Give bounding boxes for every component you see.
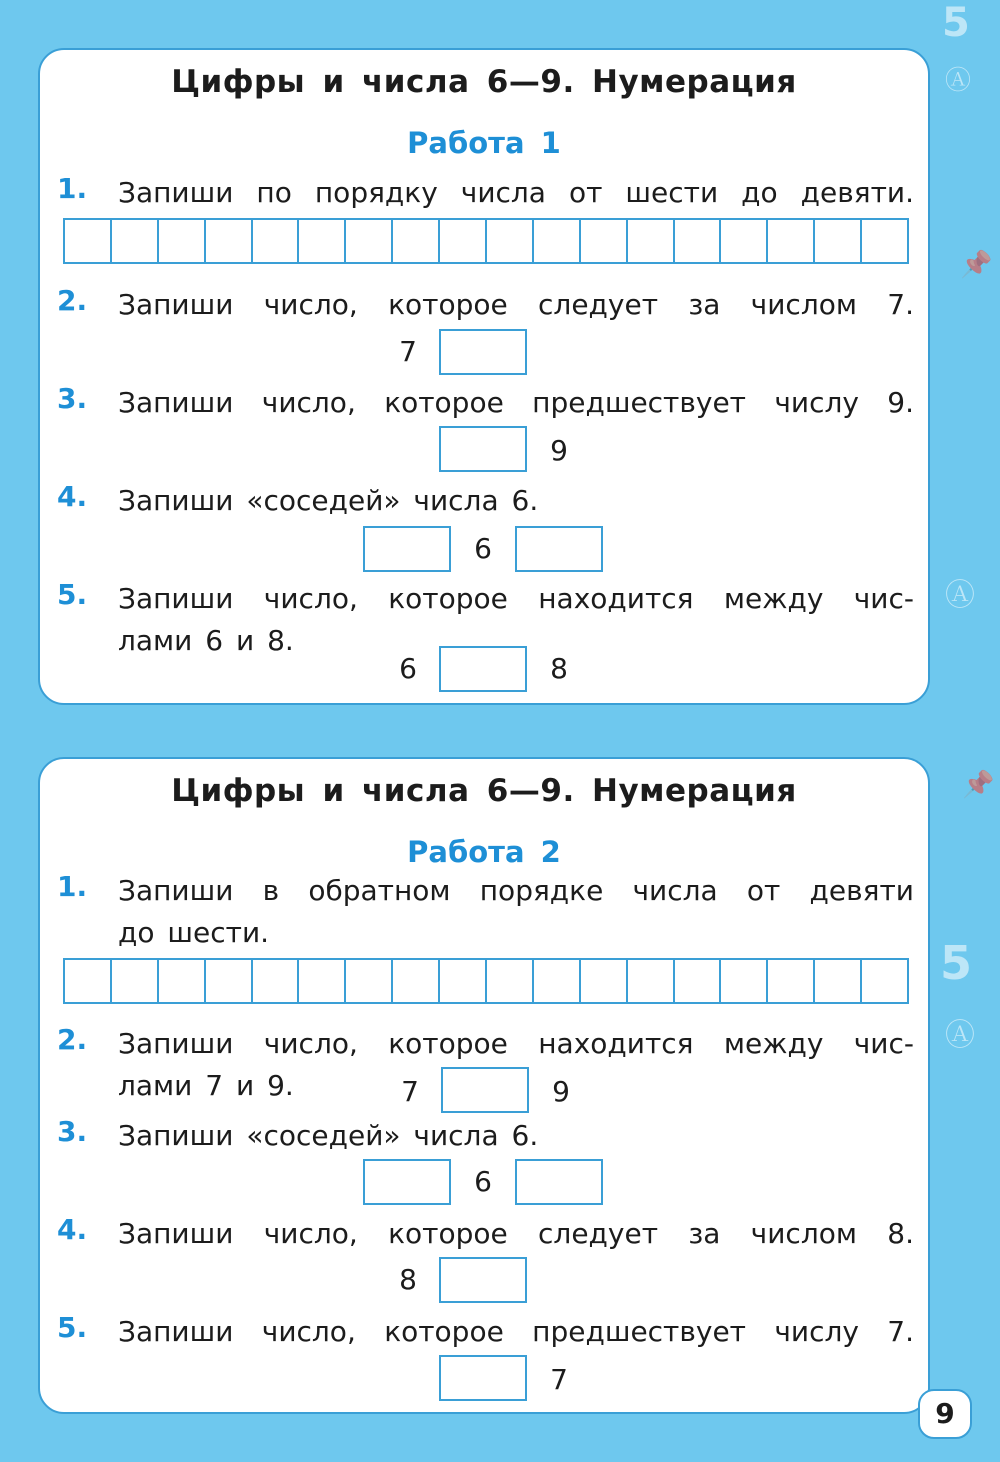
- task-text: Запиши «соседей» числа 6.: [118, 1119, 539, 1152]
- answer-box[interactable]: [439, 646, 527, 692]
- background-doodle-grade: Ⓐ: [945, 66, 972, 96]
- answer-box-right[interactable]: [515, 1159, 603, 1205]
- given-number: 6: [399, 652, 417, 685]
- task-text: Запиши число, которое предшествует числу 7.: [118, 1315, 914, 1348]
- given-number: 6: [474, 532, 492, 565]
- task-number: 2.: [57, 1023, 88, 1056]
- background-doodle-digit: 5: [942, 0, 970, 46]
- answer-grid[interactable]: [63, 218, 909, 264]
- task-number: 1.: [57, 172, 88, 205]
- task-text: Запиши по порядку числа от шести до девяти.: [118, 176, 914, 209]
- work-card-1: [38, 48, 930, 705]
- answer-grid[interactable]: [63, 958, 909, 1004]
- task-number: 5.: [57, 578, 88, 611]
- task-text-line2: лами 6 и 8.: [118, 624, 294, 657]
- card-title: Цифры и числа 6—9. Нумерация: [171, 64, 797, 100]
- answer-box[interactable]: [441, 1067, 529, 1113]
- page-number: 9: [918, 1389, 972, 1439]
- answer-box[interactable]: [439, 1257, 527, 1303]
- work-card-2: [38, 757, 930, 1414]
- task-number: 5.: [57, 1311, 88, 1344]
- task-text-line2: лами 7 и 9.: [118, 1069, 294, 1102]
- task-text: Запиши число, которое следует за числом 7.: [118, 288, 914, 321]
- background-doodle-pin: 📌: [962, 770, 995, 800]
- task-number: 4.: [57, 1213, 88, 1246]
- task-text: Запиши число, которое находится между чис-: [118, 1027, 914, 1060]
- task-number: 4.: [57, 480, 88, 513]
- background-doodle-pin: 📌: [960, 250, 993, 280]
- task-text-line2: до шести.: [118, 916, 270, 949]
- task-number: 3.: [57, 382, 88, 415]
- work-title: Работа 1: [407, 126, 561, 160]
- answer-box[interactable]: [439, 426, 527, 472]
- answer-box[interactable]: [439, 1355, 527, 1401]
- given-number: 8: [399, 1263, 417, 1296]
- answer-box-left[interactable]: [363, 526, 451, 572]
- card-title: Цифры и числа 6—9. Нумерация: [171, 773, 797, 809]
- given-number: 9: [550, 434, 568, 467]
- task-number: 3.: [57, 1115, 88, 1148]
- task-text: Запиши число, которое следует за числом 8.: [118, 1217, 914, 1250]
- given-number: 7: [399, 335, 417, 368]
- work-title: Работа 2: [407, 835, 561, 869]
- given-number: 8: [550, 652, 568, 685]
- background-doodle-grade: Ⓐ: [945, 1018, 975, 1053]
- background-doodle-digit: 5: [940, 936, 973, 990]
- task-text: Запиши в обратном порядке числа от девяти: [118, 874, 914, 907]
- background-doodle-grade: Ⓐ: [945, 578, 975, 613]
- task-text: Запиши число, которое предшествует числу 9.: [118, 386, 914, 419]
- given-number: 7: [550, 1363, 568, 1396]
- given-number: 7: [401, 1075, 419, 1108]
- given-number: 9: [552, 1075, 570, 1108]
- given-number: 6: [474, 1165, 492, 1198]
- answer-box-left[interactable]: [363, 1159, 451, 1205]
- task-number: 1.: [57, 870, 88, 903]
- task-text: Запиши число, которое находится между чис-: [118, 582, 914, 615]
- answer-box-right[interactable]: [515, 526, 603, 572]
- task-number: 2.: [57, 284, 88, 317]
- answer-box[interactable]: [439, 329, 527, 375]
- task-text: Запиши «соседей» числа 6.: [118, 484, 539, 517]
